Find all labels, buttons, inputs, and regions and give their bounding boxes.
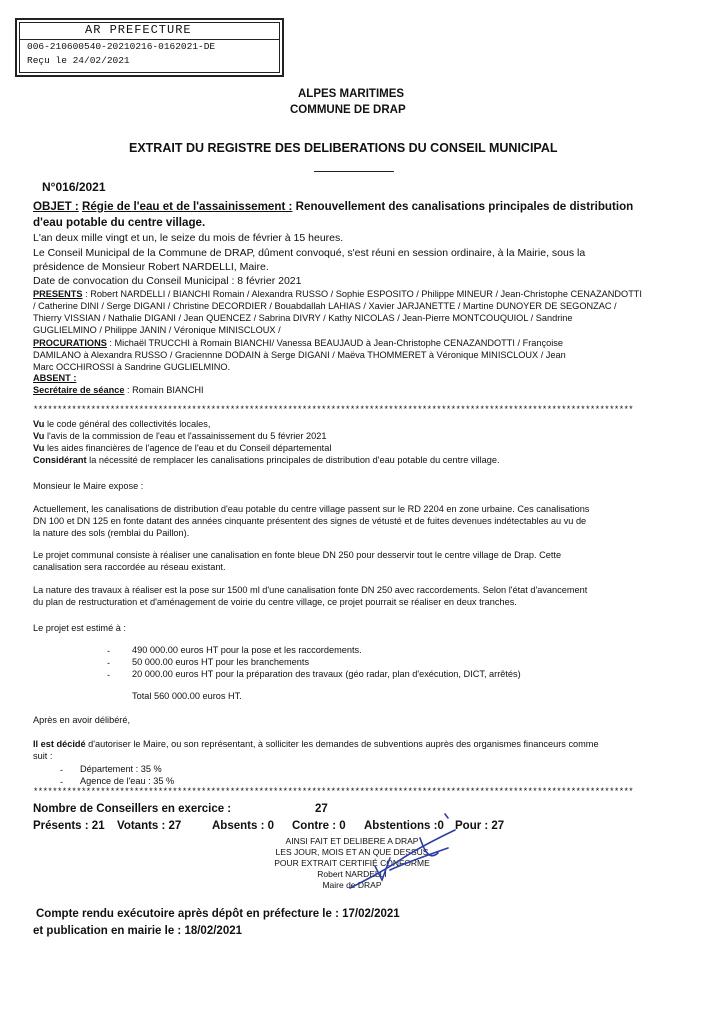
vote-votants: Votants : 27 (117, 820, 182, 832)
signature-line-4: Robert NARDELLI (317, 869, 387, 879)
objet-regie: Régie de l'eau et de l'assainissement : (81, 200, 293, 213)
convocation-date: Date de convocation du Conseil Municipal : 8 février 2021 (33, 275, 302, 287)
objet-line-1 (33, 200, 633, 213)
decision-text: d'autoriser le Maire, ou son représentant, à solliciter les demandes de subventions auprès des organismes financeurs comme (85, 739, 599, 749)
vote-contre: Contre : 0 (292, 820, 346, 832)
handwritten-signature (330, 808, 490, 898)
procurations-label: PROCURATIONS (33, 338, 107, 348)
presents-names-1: : Robert NARDELLI / BIANCHI Romain / Alexandra RUSSO / Sophie ESPOSITO / Philippe MINEUR / Jean-Christophe CENAZANDOTTI (82, 289, 642, 299)
considerant-4-text: la nécessité de remplacer les canalisations principales de distribution d'eau potable du centre village. (86, 455, 500, 465)
estimate-item-2: 50 000.00 euros HT pour les branchements (132, 657, 310, 667)
vote-presents: Présents : 21 (33, 820, 105, 832)
considerant-4-keyword: Considérant (33, 455, 87, 465)
vote-abstentions: Abstentions :0 (364, 820, 444, 832)
estimate-bullet-2: - (107, 658, 110, 668)
vote-absents: Absents : 0 (212, 820, 274, 832)
decision-bullet-1: - (60, 765, 63, 775)
paragraph-3-line-1: La nature des travaux à réaliser est la pose sur 1500 ml d'une canalisation fonte DN 250 avec raccordements. Selon l'état d'avancement (33, 585, 588, 595)
signature-line-2: LES JOUR, MOIS ET AN QUE DESSUS (275, 847, 429, 857)
title-rule (314, 171, 394, 172)
paragraph-1-line-2: DN 100 et DN 125 en fonte datant des années cinquante présentent des signes de vétusté et de fuites devenues indétectables au vu de (33, 516, 587, 526)
conseillers-exercice-label: Nombre de Conseillers en exercice : (33, 803, 232, 815)
signature-line-5: Maire de DRAP (322, 880, 382, 890)
decision-bullet-2: - (60, 777, 63, 787)
decision-line-1 (33, 739, 599, 751)
considerant-3 (33, 443, 331, 455)
procurations-line-3: Marc OCCHIROSSI à Sandrine GUGLIELMINO. (33, 362, 231, 372)
deliberation-text: Après en avoir délibéré, (33, 715, 131, 725)
paragraph-1-line-3: la nature des sols (remblai du Paillon). (33, 528, 190, 538)
considerant-2-text: l'avis de la commission de l'eau et l'assainissement du 5 février 2021 (44, 431, 327, 441)
secretaire-name: : Romain BIANCHI (124, 385, 204, 395)
decision-line-2: suit : (33, 751, 53, 761)
procurations-line-1 (33, 338, 563, 350)
footer-executoire: Compte rendu exécutoire après dépôt en préfecture le : 17/02/2021 (36, 908, 400, 920)
stamp-divider (19, 39, 280, 40)
separator-top: ***************************************************************************************************************************** (33, 405, 634, 415)
signature-line-3: POUR EXTRAIT CERTIFIÉ CONFORME (274, 858, 430, 868)
secretaire-line (33, 385, 204, 397)
presents-label: PRESENTS (33, 289, 83, 299)
council-text-1: Le Conseil Municipal de la Commune de DRAP, dûment convoqué, s'est réuni en session ordinaire, à la Mairie, sous la (33, 247, 586, 259)
vote-pour: Pour : 27 (455, 820, 505, 832)
presents-line-2: / Catherine DINI / Serge DIGANI / Christine DECORDIER / Bouabdallah LAHIAS / Xavier JARJANETTE / Martine DUNOYER DE SEGONZAC / (33, 301, 617, 311)
paragraph-3-line-2: du plan de restructuration et d'aménagement de voirie du centre village, ce projet pourrait se réaliser en deux tranches. (33, 597, 517, 607)
department-name: ALPES MARITIMES (298, 88, 405, 100)
stamp-title: AR PREFECTURE (85, 23, 192, 37)
objet-label: OBJET : (33, 200, 79, 213)
prefecture-stamp (15, 18, 284, 77)
secretaire-label: Secrétaire de séance (33, 385, 125, 395)
stamp-received-date: Reçu le 24/02/2021 (27, 55, 130, 66)
presents-line-1 (33, 289, 642, 301)
paragraph-2-line-1: Le projet communal consiste à réaliser une canalisation en fonte bleue DN 250 pour desservir tout le centre village de Drap. Cette (33, 550, 562, 560)
considerant-3-keyword: Vu (33, 443, 45, 453)
considerant-1 (33, 419, 210, 431)
document-title: EXTRAIT DU REGISTRE DES DELIBERATIONS DU CONSEIL MUNICIPAL (129, 141, 558, 155)
presents-line-4: GUGLIELMINO / Philippe JANIN / Véronique MINISCLOUX / (33, 325, 281, 335)
presents-line-3: Thierry VISSIAN / Nathalie DIGANI / Jean QUENCEZ / Sabrina DIVRY / Kathy NICOLAS / Jean-Pierre MONTCOUQUIOL / Sandrine (33, 313, 573, 323)
objet-line-2: d'eau potable du centre village. (33, 216, 206, 229)
absent-label: ABSENT : (33, 373, 77, 383)
paragraph-1-line-1: Actuellement, les canalisations de distribution d'eau potable du centre village passent sur le RD 2204 en zone urbaine. Ces canalisations (33, 504, 590, 514)
considerant-4 (33, 455, 500, 467)
considerant-1-text: le code général des collectivités locales, (44, 419, 211, 429)
estimate-bullet-3: - (107, 670, 110, 680)
signature-line-1: AINSI FAIT ET DELIBERE A DRAP (285, 836, 419, 846)
considerant-2-keyword: Vu (33, 431, 45, 441)
decision-item-1: Département : 35 % (80, 764, 162, 774)
session-date: L'an deux mille vingt et un, le seize du mois de février à 15 heures. (33, 232, 344, 244)
paragraph-2-line-2: canalisation sera raccordée au réseau existant. (33, 562, 226, 572)
estimate-intro: Le projet est estimé à : (33, 623, 126, 633)
procurations-names-1: : Michaël TRUCCHI à Romain BIANCHI/ Vanessa BEAUJAUD à Jean-Christophe CENAZANDOTTI / Françoise (106, 338, 563, 348)
estimate-item-3: 20 000.00 euros HT pour la préparation des travaux (géo radar, plan d'exécution, DICT, arrêtés) (132, 669, 521, 679)
estimate-item-1: 490 000.00 euros HT pour la pose et les raccordements. (132, 645, 362, 655)
separator-mid: ***************************************************************************************************************************** (33, 787, 634, 797)
footer-publication: et publication en mairie le : 18/02/2021 (33, 925, 243, 937)
deliberation-number: N°016/2021 (42, 180, 106, 194)
considerant-1-keyword: Vu (33, 419, 45, 429)
decision-item-2: Agence de l'eau : 35 % (80, 776, 175, 786)
mayor-expose: Monsieur le Maire expose : (33, 481, 144, 491)
objet-subject: Renouvellement des canalisations principales de distribution (295, 200, 634, 213)
estimate-bullet-1: - (107, 646, 110, 656)
commune-name: COMMUNE DE DRAP (290, 104, 406, 116)
considerant-2 (33, 431, 326, 443)
conseillers-exercice-value: 27 (315, 803, 328, 815)
stamp-reference: 006-210600540-20210216-0162021-DE (27, 41, 216, 52)
procurations-line-2: DAMILANO à Alexandra RUSSO / Graciennne DODAIN à Serge DIGANI / Maëva THOMMERET à Véronique MINISCLOUX / Jean (33, 350, 566, 360)
considerant-3-text: les aides financières de l'agence de l'eau et du Conseil départemental (44, 443, 332, 453)
council-text-2: présidence de Monsieur Robert NARDELLI, Maire. (33, 261, 269, 273)
estimate-total: Total 560 000.00 euros HT. (132, 691, 242, 701)
decision-keyword: Il est décidé (33, 739, 86, 749)
